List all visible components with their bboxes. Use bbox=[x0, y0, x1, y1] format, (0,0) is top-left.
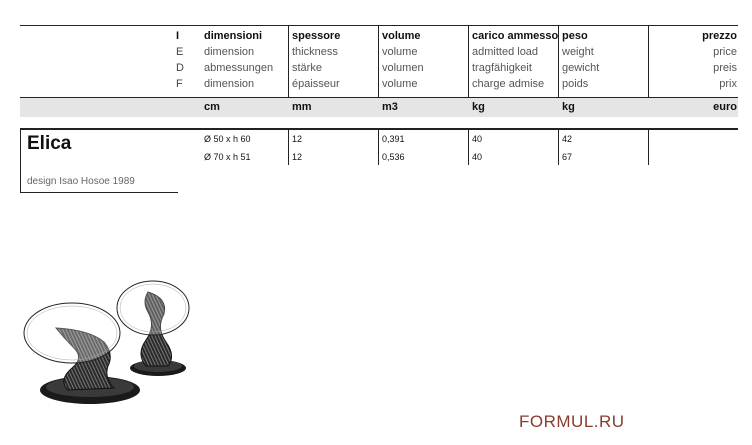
header-weight-de: gewicht bbox=[562, 62, 600, 74]
language-code-de: D bbox=[176, 62, 184, 74]
product-bottom-rule bbox=[20, 192, 178, 193]
row-separator bbox=[468, 130, 469, 165]
header-thickness-it: spessore bbox=[292, 30, 341, 42]
header-price-it: prezzo bbox=[702, 30, 737, 42]
cell-thickness: 12 bbox=[292, 134, 303, 144]
header-separator bbox=[288, 26, 289, 97]
header-dimension-fr: dimension bbox=[204, 78, 255, 90]
cell-weight: 42 bbox=[562, 134, 573, 144]
header-separator bbox=[378, 26, 379, 97]
header-load-fr: charge admise bbox=[472, 78, 545, 90]
header-dimension-en: dimension bbox=[204, 46, 255, 58]
cell-volume: 0,391 bbox=[382, 134, 405, 144]
language-code-fr: F bbox=[176, 78, 183, 90]
header-weight-it: peso bbox=[562, 30, 588, 42]
unit-weight: kg bbox=[562, 101, 575, 113]
product-name: Elica bbox=[27, 133, 72, 154]
product-left-border bbox=[20, 129, 21, 193]
header-load-en: admitted load bbox=[472, 46, 539, 58]
header-volume-de: volumen bbox=[382, 62, 424, 74]
product-top-rule bbox=[20, 128, 738, 130]
header-thickness-fr: épaisseur bbox=[292, 78, 340, 90]
unit-volume: m3 bbox=[382, 101, 398, 113]
header-price-en: price bbox=[713, 46, 737, 58]
cell-volume: 0,536 bbox=[382, 152, 405, 162]
cell-dimension: Ø 70 x h 51 bbox=[204, 152, 251, 162]
product-illustration bbox=[18, 268, 218, 413]
row-separator bbox=[558, 130, 559, 165]
header-separator bbox=[468, 26, 469, 97]
header-volume-en: volume bbox=[382, 46, 418, 58]
cell-dimension: Ø 50 x h 60 bbox=[204, 134, 251, 144]
header-volume-fr: volume bbox=[382, 78, 418, 90]
header-thickness-de: stärke bbox=[292, 62, 322, 74]
header-thickness-en: thickness bbox=[292, 46, 338, 58]
header-weight-fr: poids bbox=[562, 78, 589, 90]
units-bar bbox=[20, 97, 738, 117]
watermark: FORMUL.RU bbox=[519, 412, 625, 431]
cell-load: 40 bbox=[472, 134, 483, 144]
row-separator bbox=[288, 130, 289, 165]
header-price-fr: prix bbox=[719, 78, 737, 90]
unit-load: kg bbox=[472, 101, 485, 113]
row-separator bbox=[648, 130, 649, 165]
units-bar-top-rule bbox=[20, 97, 738, 98]
cell-load: 40 bbox=[472, 152, 483, 162]
cell-thickness: 12 bbox=[292, 152, 303, 162]
cell-weight: 67 bbox=[562, 152, 573, 162]
header-weight-en: weight bbox=[562, 46, 594, 58]
header-price-de: preis bbox=[713, 62, 737, 74]
header-dimension-de: abmessungen bbox=[204, 62, 274, 74]
language-code-it: I bbox=[176, 30, 180, 42]
unit-dimension: cm bbox=[204, 101, 220, 113]
unit-price: euro bbox=[713, 101, 737, 113]
table-small-drawing bbox=[117, 281, 189, 376]
language-code-en: E bbox=[176, 46, 184, 58]
header-load-de: tragfähigkeit bbox=[472, 62, 532, 74]
row-separator bbox=[378, 130, 379, 165]
header-volume-it: volume bbox=[382, 30, 421, 42]
header-top-rule bbox=[20, 25, 738, 26]
header-separator bbox=[648, 26, 649, 97]
header-dimension-it: dimensioni bbox=[204, 30, 263, 42]
product-designer: design Isao Hosoe 1989 bbox=[27, 176, 135, 187]
header-load-it: carico ammesso bbox=[472, 30, 559, 42]
unit-thickness: mm bbox=[292, 101, 312, 113]
